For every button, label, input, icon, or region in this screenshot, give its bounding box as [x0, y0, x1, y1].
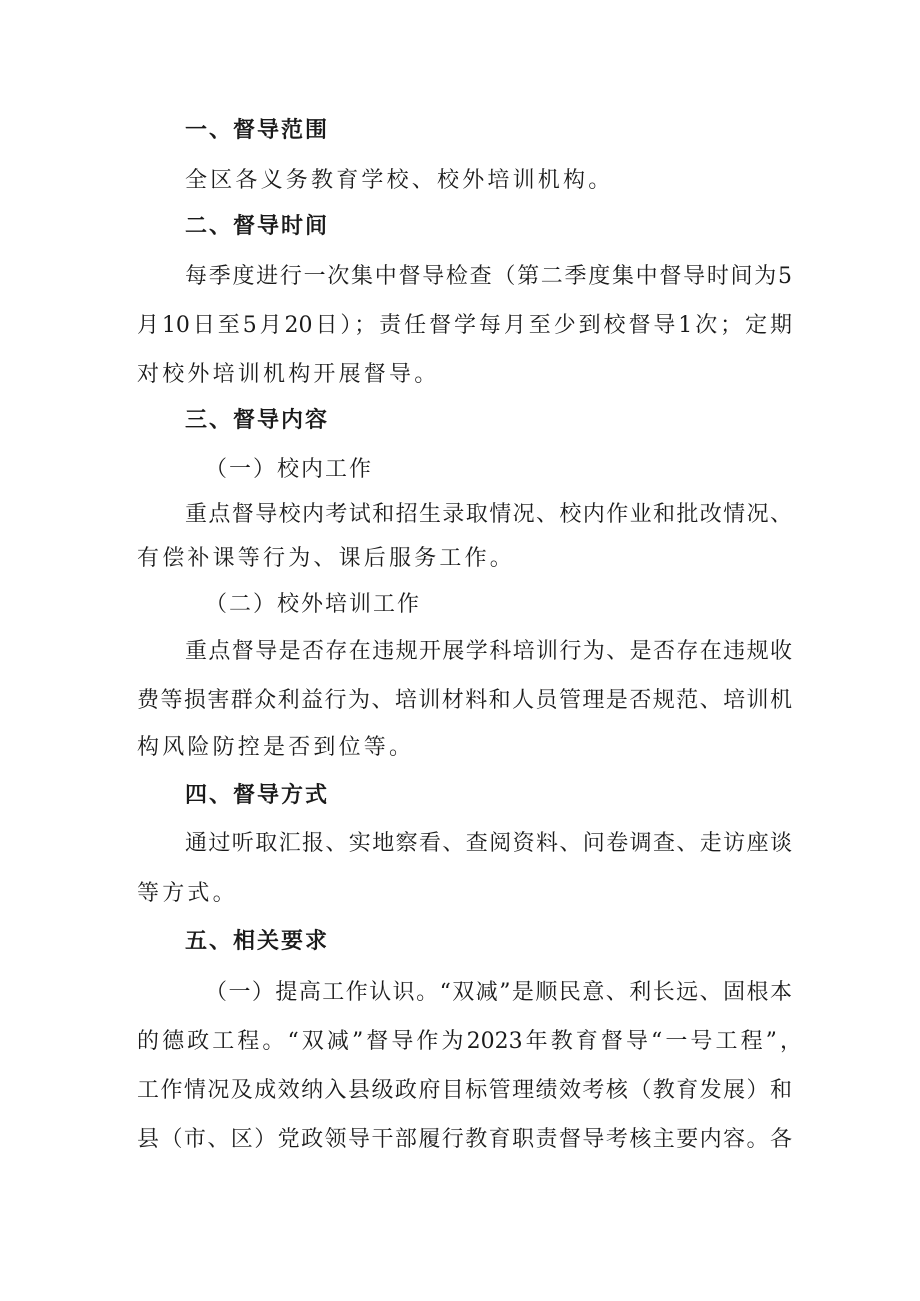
section-heading-method: 四、督导方式: [185, 783, 330, 808]
paragraph-line: 工作情况及成效纳入县级政府目标管理绩效考核（教育发展）和: [137, 1078, 792, 1103]
paragraph-line: 月10日至5月20日）；责任督学每月至少到校督导1次；定期: [137, 313, 792, 338]
section-heading-time: 二、督导时间: [185, 214, 330, 239]
subsection-title: （二）校外培训工作: [205, 592, 422, 617]
paragraph-line: 重点督导校内考试和招生录取情况、校内作业和批改情况、: [185, 502, 792, 527]
paragraph-line: 的德政工程。“双减”督导作为2023年教育督导“一号工程”，: [137, 1029, 802, 1054]
paragraph-line: （一）提高工作认识。“双减”是顺民意、利长远、固根本: [205, 980, 792, 1005]
paragraph-line: 有偿补课等行为、课后服务工作。: [137, 546, 516, 571]
paragraph-line: 对校外培训机构开展督导。: [137, 362, 440, 387]
paragraph-line: 县（市、区）党政领导干部履行教育职责督导考核主要内容。各: [137, 1127, 792, 1152]
paragraph-line: 全区各义务教育学校、校外培训机构。: [185, 168, 614, 193]
paragraph-line: 构风险防控是否到位等。: [137, 735, 415, 760]
paragraph-line: 重点督导是否存在违规开展学科培训行为、是否存在违规收: [185, 639, 792, 664]
section-heading-content: 三、督导内容: [185, 408, 330, 433]
section-heading-requirements: 五、相关要求: [185, 929, 330, 954]
subsection-title: （一）校内工作: [205, 457, 374, 482]
section-heading-scope: 一、督导范围: [185, 118, 330, 143]
paragraph-line: 等方式。: [137, 881, 238, 906]
paragraph-line: 费等损害群众利益行为、培训材料和人员管理是否规范、培训机: [137, 688, 792, 713]
paragraph-line: 每季度进行一次集中督导检查（第二季度集中督导时间为5: [185, 264, 792, 289]
paragraph-line: 通过听取汇报、实地察看、查阅资料、问卷调查、走访座谈: [185, 831, 792, 856]
